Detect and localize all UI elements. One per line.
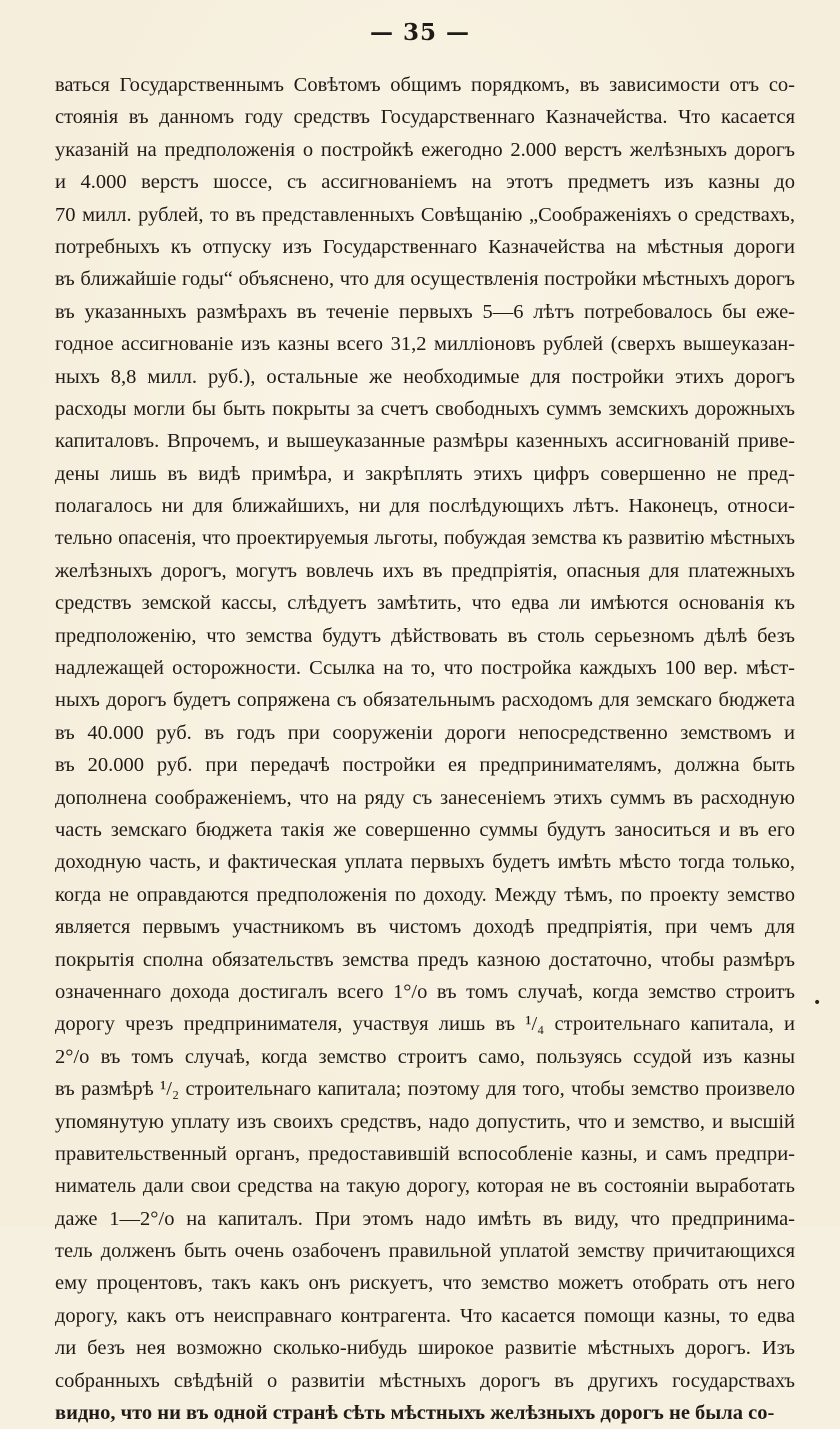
text-line: въ 40.000 руб. въ годъ при сооруженіи дороги непосредственно земствомъ и: [55, 721, 795, 744]
text-line: дены лишь въ видѣ примѣра, и закрѣплять этихъ цифръ совершенно не пред-: [55, 462, 795, 485]
text-line: является первымъ участникомъ въ чистомъ доходѣ предпріятія, при чемъ для: [55, 916, 795, 939]
text-line: годное ассигнованіе изъ казны всего 31,2 милліоновъ рублей (сверхъ вышеуказан-: [55, 333, 795, 356]
text-line: дорогу чрезъ предпринимателя, участвуя лишь въ ¹/₄ строительнаго капитала, и: [55, 1013, 795, 1036]
text-line: и 4.000 верстъ шоссе, съ ассигнованіемъ на этотъ предметъ изъ казны до: [55, 171, 795, 194]
text-line: указаній на предположенія о постройкѣ ежегодно 2.000 верстъ желѣзныхъ дорогъ: [55, 138, 795, 161]
text-line: правительственный органъ, предоставившій вспособленіе казны, и самъ предпри-: [55, 1142, 795, 1165]
text-line: предположенію, что земства будутъ дѣйствовать въ столь серьезномъ дѣлѣ безъ: [55, 624, 795, 647]
text-line: ниматель дали свои средства на такую дорогу, которая не въ состояніи выработать: [55, 1175, 795, 1198]
text-line: стоянія въ данномъ году средствъ Государственнаго Казначейства. Что касается: [55, 106, 795, 129]
text-line: полагалось ни для ближайшихъ, ни для послѣдующихъ лѣтъ. Наконецъ, относи-: [55, 495, 795, 518]
text-line: ваться Государственнымъ Совѣтомъ общимъ порядкомъ, въ зависимости отъ со-: [55, 74, 795, 96]
text-line: упомянутую уплату изъ своихъ средствъ, надо допустить, что и земство, и высшій: [55, 1110, 795, 1133]
text-line: собранныхъ свѣдѣній о развитіи мѣстныхъ дорогъ въ другихъ государствахъ: [55, 1369, 795, 1392]
text-line: потребныхъ къ отпуску изъ Государственнаго Казначейства на мѣстныя дороги: [55, 235, 795, 258]
text-line: расходы могли бы быть покрыты за счетъ свободныхъ суммъ земскихъ дорожныхъ: [55, 397, 795, 420]
text-line: въ ближайшіе годы“ объяснено, что для осуществленія постройки мѣстныхъ дорогъ: [55, 268, 795, 291]
text-line: часть земскаго бюджета такія же совершенно суммы будутъ заноситься и въ его: [55, 818, 795, 841]
text-line: дорогу, какъ отъ неисправнаго контрагента. Что касается помощи казны, то едва: [55, 1304, 795, 1327]
text-line: видно, что ни въ одной странѣ сѣть мѣстныхъ желѣзныхъ дорогъ не была со-: [55, 1402, 775, 1425]
text-line: надлежащей осторожности. Ссылка на то, что постройка каждыхъ 100 вер. мѣст-: [55, 657, 795, 680]
text-line: ныхъ дорогъ будетъ сопряжена съ обязательнымъ расходомъ для земскаго бюджета: [55, 689, 795, 712]
text-line: средствъ земской кассы, слѣдуетъ замѣтить, что едва ли имѣются основанія къ: [55, 592, 795, 615]
text-line: въ указанныхъ размѣрахъ въ теченіе первыхъ 5—6 лѣтъ потребовалось бы еже-: [55, 300, 795, 323]
text-line: 70 милл. рублей, то въ представленныхъ Совѣщанію „Соображеніяхъ о средствахъ,: [55, 203, 795, 226]
text-line: въ размѣрѣ ¹/₂ строительнаго капитала; поэтому для того, чтобы земство произвело: [55, 1078, 795, 1101]
text-line: тельно опасенія, что проектируемыя льготы, побуждая земства къ развитію мѣстныхъ: [55, 527, 795, 550]
text-line: покрытія сполна обязательствъ земства предъ казною достаточно, чтобы размѣръ: [55, 948, 795, 971]
text-line: въ 20.000 руб. при передачѣ постройки ея предпринимателямъ, должна быть: [55, 754, 795, 777]
margin-mark: •: [813, 995, 822, 1011]
text-line: даже 1—2°/о на капиталъ. При этомъ надо имѣть въ виду, что предпринима-: [55, 1207, 795, 1230]
text-line: желѣзныхъ дорогъ, могутъ вовлечь ихъ въ предпріятія, опасныя для платежныхъ: [55, 559, 795, 582]
text-line: когда не оправдаются предположенія по доходу. Между тѣмъ, по проекту земство: [55, 883, 795, 906]
text-line: ему процентовъ, такъ какъ онъ рискуетъ, что земство можетъ отобрать отъ него: [55, 1272, 795, 1295]
text-line: ныхъ 8,8 милл. руб.), остальные же необходимые для постройки этихъ дорогъ: [55, 365, 795, 388]
text-line: доходную часть, и фактическая уплата первыхъ будетъ имѣть мѣсто тогда только,: [55, 851, 795, 874]
body-text: [55, 69, 795, 1429]
text-line: означеннаго дохода достигалъ всего 1°/о въ томъ случаѣ, когда земство строитъ: [55, 980, 795, 1003]
text-line: ли безъ нея возможно сколько-нибудь широкое развитіе мѣстныхъ дорогъ. Изъ: [55, 1337, 795, 1360]
text-line: дополнена соображеніемъ, что на ряду съ занесеніемъ этихъ суммъ въ расходную: [55, 786, 795, 809]
page-number: — 35 —: [369, 19, 471, 46]
text-line: тель долженъ быть очень озабоченъ правильной уплатой земству причитающихся: [55, 1240, 795, 1263]
text-line: капиталовъ. Впрочемъ, и вышеуказанные размѣры казенныхъ ассигнованій приве-: [55, 430, 795, 453]
text-line: 2°/о въ томъ случаѣ, когда земство строитъ само, пользуясь ссудой изъ казны: [55, 1045, 795, 1068]
